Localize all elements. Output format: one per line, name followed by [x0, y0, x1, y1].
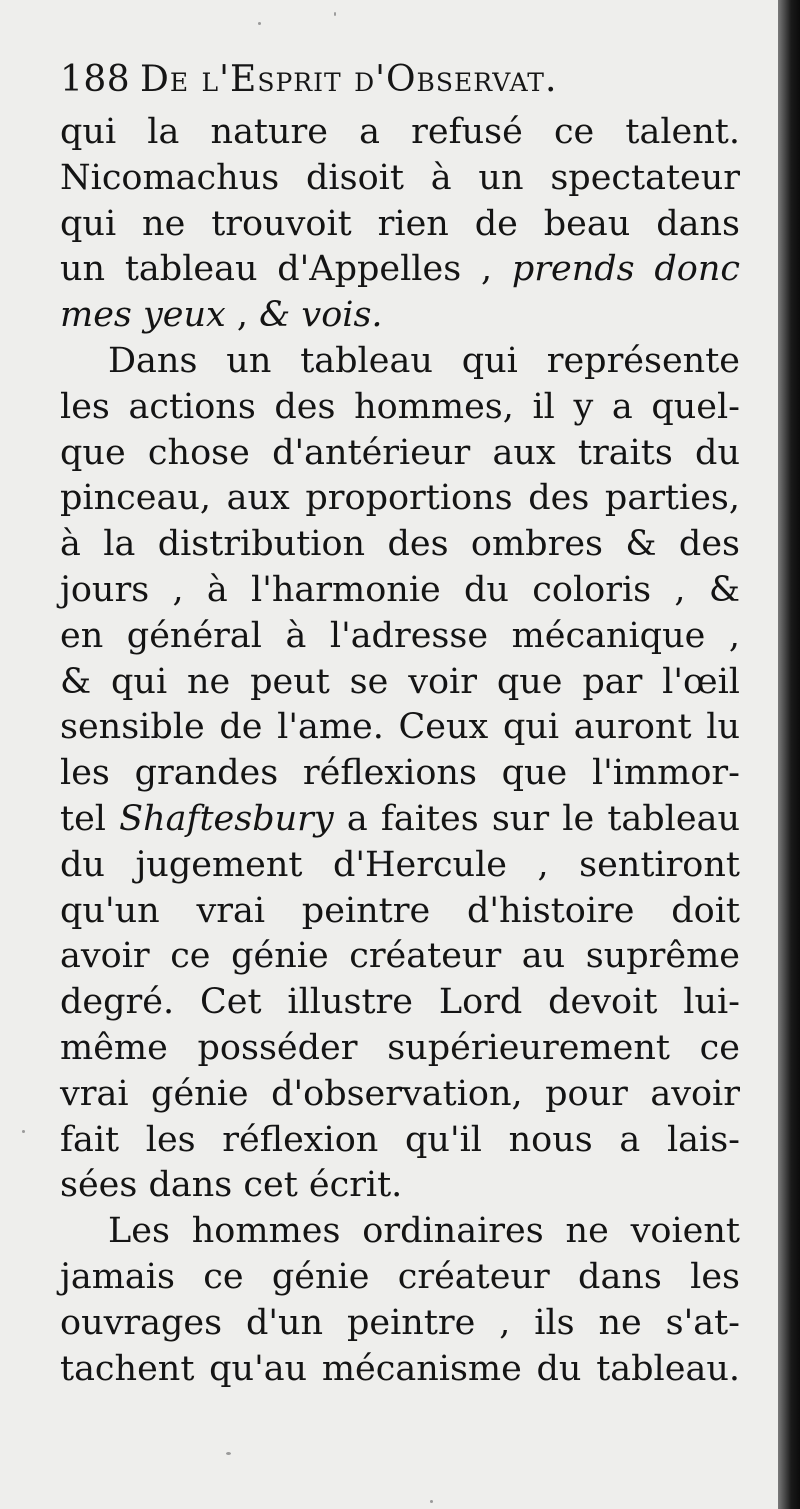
italic-text: Shaftesbury	[119, 798, 334, 839]
text-segment: degré. Cet illustre Lord devoit lui-	[60, 982, 740, 1023]
text-segment: avoir ce génie créateur au suprême	[60, 936, 740, 977]
text-segment: Les hommes ordinaires ne voient	[108, 1211, 740, 1252]
text-segment: & qui ne peut se voir que par l'œil	[60, 661, 740, 702]
text-segment: qui ne trouvoit rien de beau dans	[60, 203, 740, 244]
text-line	[60, 934, 740, 980]
paper-speck	[226, 1452, 231, 1455]
text-line	[60, 522, 740, 568]
text-segment: tel	[60, 798, 120, 839]
text-segment: sées dans cet écrit.	[60, 1165, 403, 1206]
text-line	[60, 385, 740, 431]
text-line	[60, 1209, 740, 1255]
text-segment: qui la nature a refusé ce talent.	[60, 112, 740, 152]
paper-speck	[22, 1130, 25, 1133]
text-line	[60, 797, 740, 843]
text-segment: ouvrages d'un peintre , ils ne s'at-	[60, 1302, 740, 1343]
text-segment: du jugement d'Hercule , sentiront	[60, 844, 740, 885]
text-segment: les actions des hommes, il y a quel-	[60, 386, 740, 427]
running-title: De l'Esprit d'Observat.	[140, 59, 558, 100]
text-line	[60, 476, 740, 522]
text-line	[60, 1301, 740, 1347]
paper-speck	[334, 12, 336, 16]
text-segment: Dans un tableau qui représente	[108, 340, 740, 381]
text-segment: en général à l'adresse mécanique ,	[60, 615, 740, 656]
text-line	[60, 339, 740, 385]
text-line	[60, 110, 740, 156]
text-segment: les grandes réflexions que l'immor-	[60, 753, 740, 794]
text-line	[60, 1255, 740, 1301]
text-line	[60, 293, 740, 339]
text-segment: que chose d'antérieur aux traits du	[60, 432, 740, 473]
text-line	[60, 1026, 740, 1072]
text-line	[60, 705, 740, 751]
text-segment: même posséder supérieurement ce	[60, 1027, 740, 1068]
text-segment: à la distribution des ombres & des	[60, 524, 740, 565]
text-segment: vrai génie d'observation, pour avoir	[60, 1073, 740, 1114]
page-number: 188	[60, 59, 131, 100]
text-line	[60, 568, 740, 614]
text-segment: fait les réflexion qu'il nous a lais-	[60, 1119, 740, 1160]
paper-speck	[258, 22, 261, 25]
text-line	[60, 751, 740, 797]
text-line	[60, 1163, 740, 1209]
paper-speck	[430, 1500, 433, 1503]
text-line	[60, 1347, 740, 1393]
italic-text: prends donc	[511, 249, 740, 290]
running-header	[60, 56, 740, 104]
text-segment: qu'un vrai peintre d'histoire doit	[60, 890, 740, 931]
text-segment: Nicomachus disoit à un spectateur	[60, 157, 740, 198]
text-line	[60, 431, 740, 477]
text-segment: pinceau, aux proportions des parties,	[60, 478, 740, 519]
text-segment: jamais ce génie créateur dans les	[60, 1256, 740, 1297]
text-segment: tachent qu'au mécanisme du tableau.	[60, 1348, 740, 1389]
italic-text: mes yeux	[60, 295, 226, 336]
text-segment: un tableau d'Appelles ,	[60, 249, 512, 290]
text-line	[60, 202, 740, 248]
body-text	[60, 110, 740, 1392]
italic-text: & vois.	[259, 295, 383, 336]
text-line	[60, 247, 740, 293]
text-line	[60, 156, 740, 202]
text-line	[60, 889, 740, 935]
text-line	[60, 1118, 740, 1164]
text-line	[60, 843, 740, 889]
text-line	[60, 980, 740, 1026]
text-segment: jours , à l'harmonie du coloris , &	[60, 569, 740, 610]
page-edge-shadow	[778, 0, 800, 1509]
text-line	[60, 614, 740, 660]
text-line	[60, 1072, 740, 1118]
text-line	[60, 660, 740, 706]
text-segment: a faites sur le tableau	[333, 798, 740, 839]
text-segment: sensible de l'ame. Ceux qui auront lu	[60, 707, 740, 748]
text-segment: ,	[225, 295, 260, 336]
